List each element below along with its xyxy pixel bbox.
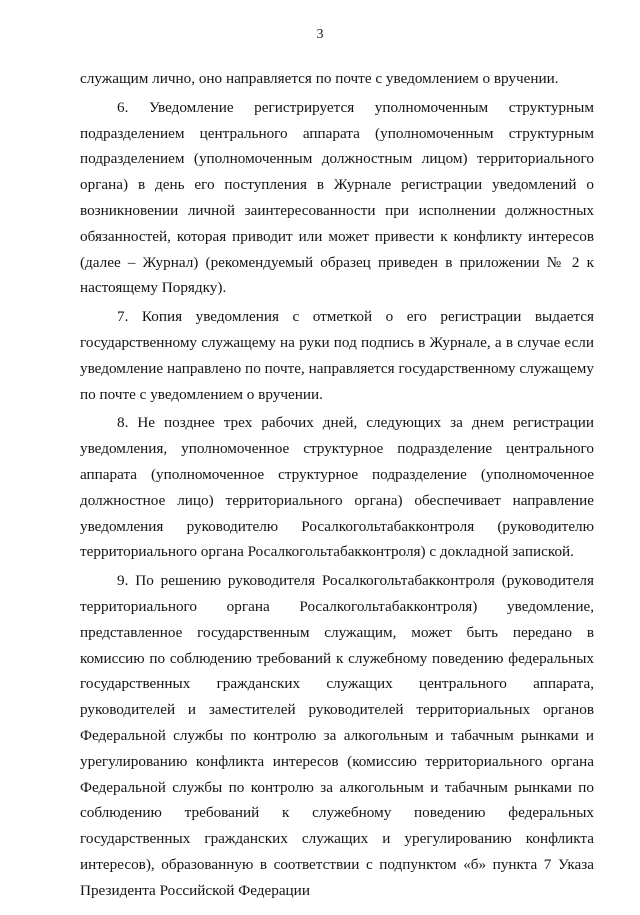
paragraph-9: 9. По решению руководителя Росалкогольтабакконтроля (руководителя территориального органа Росалкогольтабакконтроля) уведомление, представленное государственным служащим, может быть передано в комиссию по соблюдению требований к служебному поведению федеральных государственных гражданских служащих центрального аппарата, руководителей и заместителей руководителей территориальных органов Федеральной службы по контролю за алкогольным и табачным рынками и урегулированию конфликта интересов (комиссию территориального органа Федеральной службы по контролю за алкогольным и табачным рынками по соблюдению требований к служебному поведению федеральных государственных гражданских служащих и урегулированию конфликта интересов), образованную в соответствии с подпунктом «б» пункта 7 Указа Президента Российской Федерации bbox=[80, 572, 594, 899]
paragraph-continuation: служащим лично, оно направляется по почте с уведомлением о вручении. bbox=[80, 70, 559, 87]
document-body bbox=[80, 66, 594, 904]
page-number: 3 bbox=[316, 27, 324, 42]
paragraph-6: 6. Уведомление регистрируется уполномоченным структурным подразделением центрального аппарата (уполномоченным структурным подразделением (уполномоченным должностным лицом) территориального органа) в день его поступления в Журнале регистрации уведомлений о возникновении личной заинтересованности при исполнении должностных обязанностей, которая приводит или может привести к конфликту интересов (далее – Журнал) (рекомендуемый образец приведен в приложении № 2 к настоящему Порядку). bbox=[80, 98, 594, 297]
paragraph-8: 8. Не позднее трех рабочих дней, следующих за днем регистрации уведомления, уполномоченное структурное подразделение центрального аппарата (уполномоченное структурное подразделение (уполномоченное должностное лицо) территориального органа) обеспечивает направление уведомления руководителю Росалкогольтабакконтроля (руководителю территориального органа Росалкогольтабакконтроля) с докладной запиской. bbox=[80, 414, 594, 561]
paragraph-7: 7. Копия уведомления с отметкой о его регистрации выдается государственному служащему на руки под подпись в Журнале, а в случае если уведомление направлено по почте, направляется государственному служащему по почте с уведомлением о вручении. bbox=[80, 308, 594, 403]
